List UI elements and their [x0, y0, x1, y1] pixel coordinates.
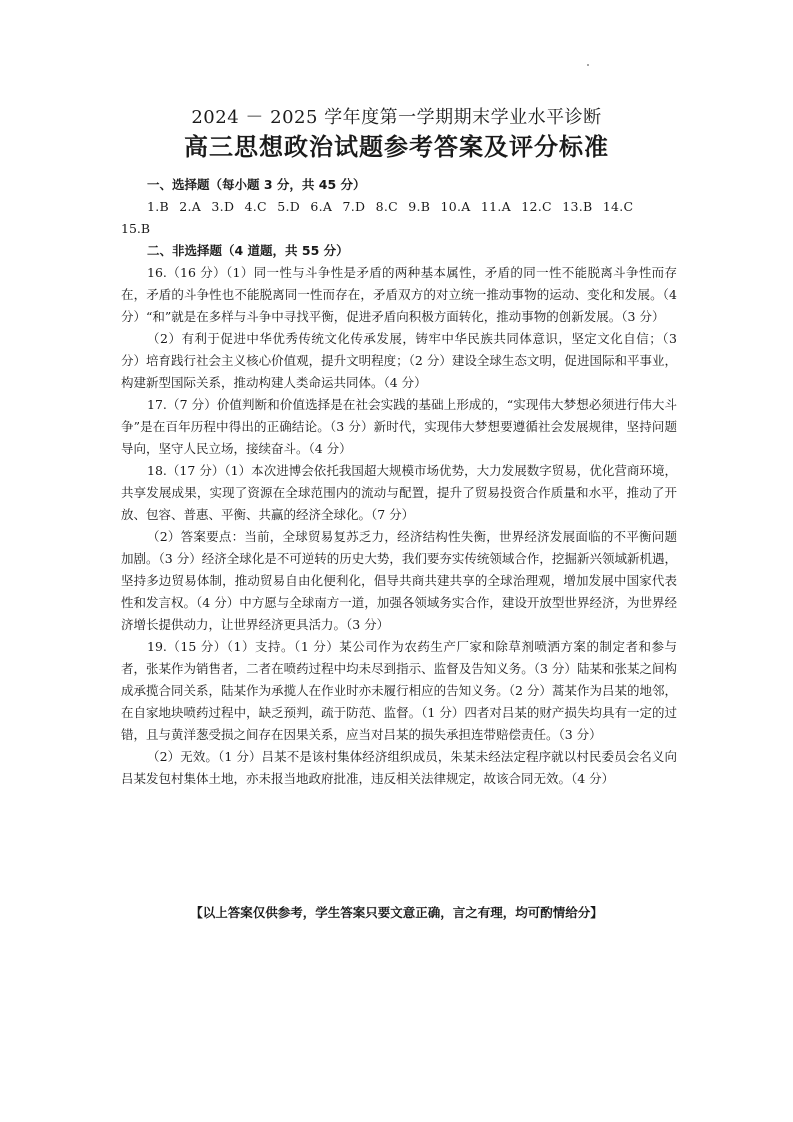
scan-dot [587, 64, 589, 66]
answer-paragraph-18-2: （2）答案要点：当前，全球贸易复苏乏力，经济结构性失衡，世界经济发展面临的不平衡问题加剧。（3 分）经济全球化是不可逆转的历史大势，我们要夯实传统领域合作，挖掘新兴领域新机遇，坚持多边贸易体制，推动贸易自由化便利化，倡导共商共建共享的全球治理观，增加发展中国家代表性和发言权。（4 分）中方愿与全球南方一道，加强各领域务实合作，建设开放型世界经济，为世界经济增长提供动力，让世界经济更具活力。（3 分） [121, 529, 677, 632]
footer-note: 【以上答案仅供参考，学生答案只要文意正确，言之有理，均可酌情给分】 [190, 905, 603, 920]
exam-title-line2: 高三思想政治试题参考答案及评分标准 [184, 133, 609, 161]
answer-paragraph-16-1: 16.（16 分）（1）同一性与斗争性是矛盾的两种基本属性，矛盾的同一性不能脱离斗争性而存在，矛盾的斗争性也不能脱离同一性而存在，矛盾双方的对立统一推动事物的运动、变化和发展。（4 分）“和”就是在多样与斗争中寻找平衡，促进矛盾向积极方面转化，推动事物的创新发展。（3 分） [121, 265, 677, 324]
answer-paragraph-19-1: 19.（15 分）（1）支持。（1 分）某公司作为农药生产厂家和除草剂喷洒方案的制定者和参与者，张某作为销售者，二者在喷药过程中均未尽到指示、监督及告知义务。（3 分）陆某和张某之间构成承揽合同关系，陆某作为承揽人在作业时亦未履行相应的告知义务。（2 分）蒿某作为吕某的地邻，在自家地块喷药过程中，缺乏预判，疏于防范、监督。（1 分）四者对吕某的财产损失均具有一定的过错，且与黄洋葱受损之间存在因果关系，应当对吕某的损失承担连带赔偿责任。（3 分） [121, 639, 677, 742]
exam-title-line1: 2024 － 2025 学年度第一学期期末学业水平诊断 [191, 107, 602, 128]
section1-heading: 一、选择题（每小题 3 分，共 45 分） [147, 177, 366, 192]
answer-paragraph-19-2: （2）无效。（1 分）吕某不是该村集体经济组织成员，朱某未经法定程序就以村民委员会名义向吕某发包村集体土地，亦未报当地政府批准，违反相关法律规定，故该合同无效。（4 分） [121, 749, 677, 786]
choice-answers-line1: 1.B 2.A 3.D 4.C 5.D 6.A 7.D 8.C 9.B 10.A 11.A 12.C 13.B 14.C [147, 199, 634, 214]
answer-paragraph-16-2: （2）有利于促进中华优秀传统文化传承发展，铸牢中华民族共同体意识，坚定文化自信；（3 分）培育践行社会主义核心价值观，提升文明程度；（2 分）建设全球生态文明，促进国际和平事业，构建新型国际关系，推动构建人类命运共同体。（4 分） [121, 331, 677, 390]
answer-paragraph-17: 17.（7 分）价值判断和价值选择是在社会实践的基础上形成的，“实现伟大梦想必须进行伟大斗争”是在百年历程中得出的正确结论。（3 分）新时代，实现伟大梦想要遵循社会发展规律，坚持问题导向，坚守人民立场，接续奋斗。（4 分） [121, 397, 677, 456]
answer-content [121, 174, 677, 790]
section2-heading: 二、非选择题（4 道题，共 55 分） [147, 243, 349, 258]
answer-paragraph-18-1: 18.（17 分）（1）本次进博会依托我国超大规模市场优势，大力发展数字贸易，优化营商环境，共享发展成果，实现了资源在全球范围内的流动与配置，提升了贸易投资合作质量和水平，推动了开放、包容、普惠、平衡、共赢的经济全球化。（7 分） [121, 463, 677, 522]
choice-answers-line2: 15.B [121, 221, 151, 236]
